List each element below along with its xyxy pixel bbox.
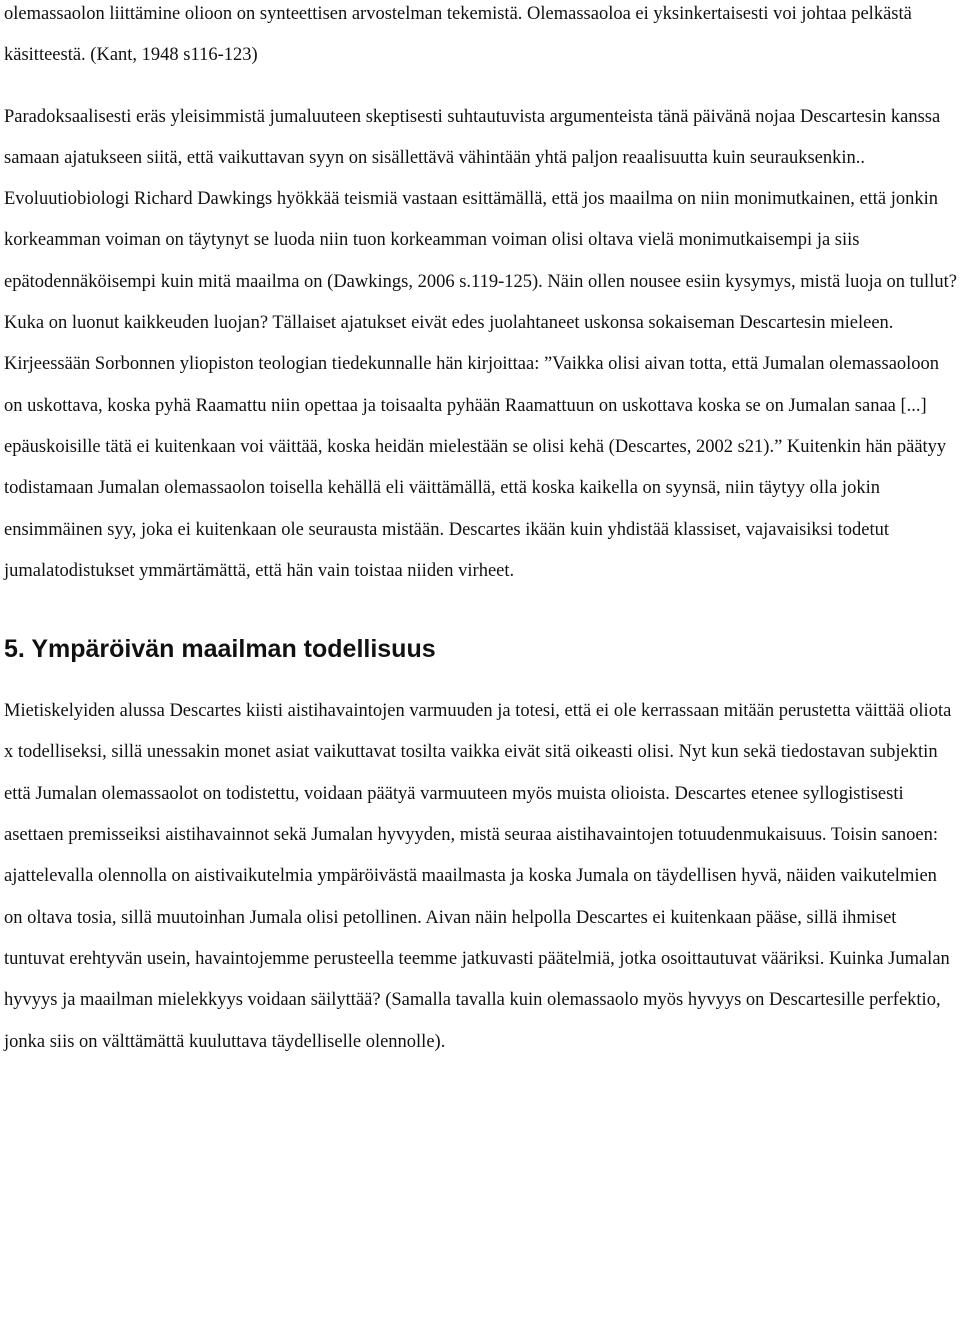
document-page bbox=[4, 0, 960, 1063]
section-heading: 5. Ympäröivän maailman todellisuus bbox=[4, 635, 436, 664]
paragraph-dawkins-argument: Paradoksaalisesti eräs yleisimmistä jumaluuteen skeptisesti suhtautuvista argumenteista tänä päivänä nojaa Descartesin kanssa samaan ajatukseen siitä, että vaikuttavan syyn on sisällettävä vähintään yhtä paljon reaalisuutta kuin seurauksenkin.. Evoluutiobiologi Richard Dawkings hyökkää teismiä vastaan esittämällä, että jos maailma on niin monimutkainen, että jonkin korkeamman voiman on täytynyt se luoda niin tuon korkeamman voiman olisi oltava vielä monimutkaisempi ja siis epätodennäköisempi kuin mitä maailma on (Dawkings, 2006 s.119-125). Näin ollen nousee esiin kysymys, mistä luoja on tullut? Kuka on luonut kaikkeuden luojan? Tällaiset ajatukset eivät edes juolahtaneet uskonsa sokaiseman Descartesin mieleen. Kirjeessään Sorbonnen yliopiston teologian tiedekunnalle hän kirjoittaa: ”Vaikka olisi aivan totta, että Jumalan olemassaoloon on uskottava, koska pyhä Raamattu niin opettaa ja toisaalta pyhään Raamattuun on uskottava koska se on Jumalan sanaa [...] epäuskoisille tätä ei kuitenkaan voi väittää, koska heidän mielestään se olisi kehä (Descartes, 2002 s21).” Kuitenkin hän päätyy todistamaan Jumalan olemassaolon toisella kehällä eli väittämällä, että koska kaikella on syynsä, niin täytyy olla jokin ensimmäinen syy, joka ei kuitenkaan ole seurausta mistään. Descartes ikään kuin yhdistää klassiset, vajavaisiksi todetut jumalatodistukset ymmärtämättä, että hän vain toistaa niiden virheet. bbox=[4, 106, 957, 581]
paragraph-perception: Mietiskelyiden alussa Descartes kiisti aistihavaintojen varmuuden ja totesi, että ei ole kerrassaan mitään perustetta väittää oliota x todelliseksi, sillä unessakin monet asiat vaikuttavat tosilta vaikka eivät sitä oikeasti olisi. Nyt kun sekä tiedostavan subjektin että Jumalan olemassaolot on todistettu, voidaan päätyä varmuuteen myös muista olioista. Descartes etenee syllogistisesti asettaen premisseiksi aistihavainnot sekä Jumalan hyvyyden, mistä seuraa aistihavaintojen totuudenmukaisuus. Toisin sanoen: ajattelevalla olennolla on aistivaikutelmia ympäröivästä maailmasta ja koska Jumala on täydellisen hyvä, näiden vaikutelmien on oltava tosia, sillä muutoinhan Jumala olisi petollinen. Aivan näin helpolla Descartes ei kuitenkaan pääse, sillä ihmiset tuntuvat erehtyvän usein, havaintojemme perusteella teemme jatkuvasti päätelmiä, jotka osoittautuvat vääriksi. Kuinka Jumalan hyvyys ja maailman mielekkyys voidaan säilyttää? (Samalla tavalla kuin olemassaolo myös hyvyys on Descartesille perfektio, jonka siis on välttämättä kuuluttava täydelliselle olennolle). bbox=[4, 701, 952, 1052]
paragraph-kant-citation: olemassaolon liittämine olioon on synteettisen arvostelman tekemistä. Olemassaoloa ei yksinkertaisesti voi johtaa pelkästä käsitteestä. (Kant, 1948 s116-123) bbox=[4, 4, 912, 66]
